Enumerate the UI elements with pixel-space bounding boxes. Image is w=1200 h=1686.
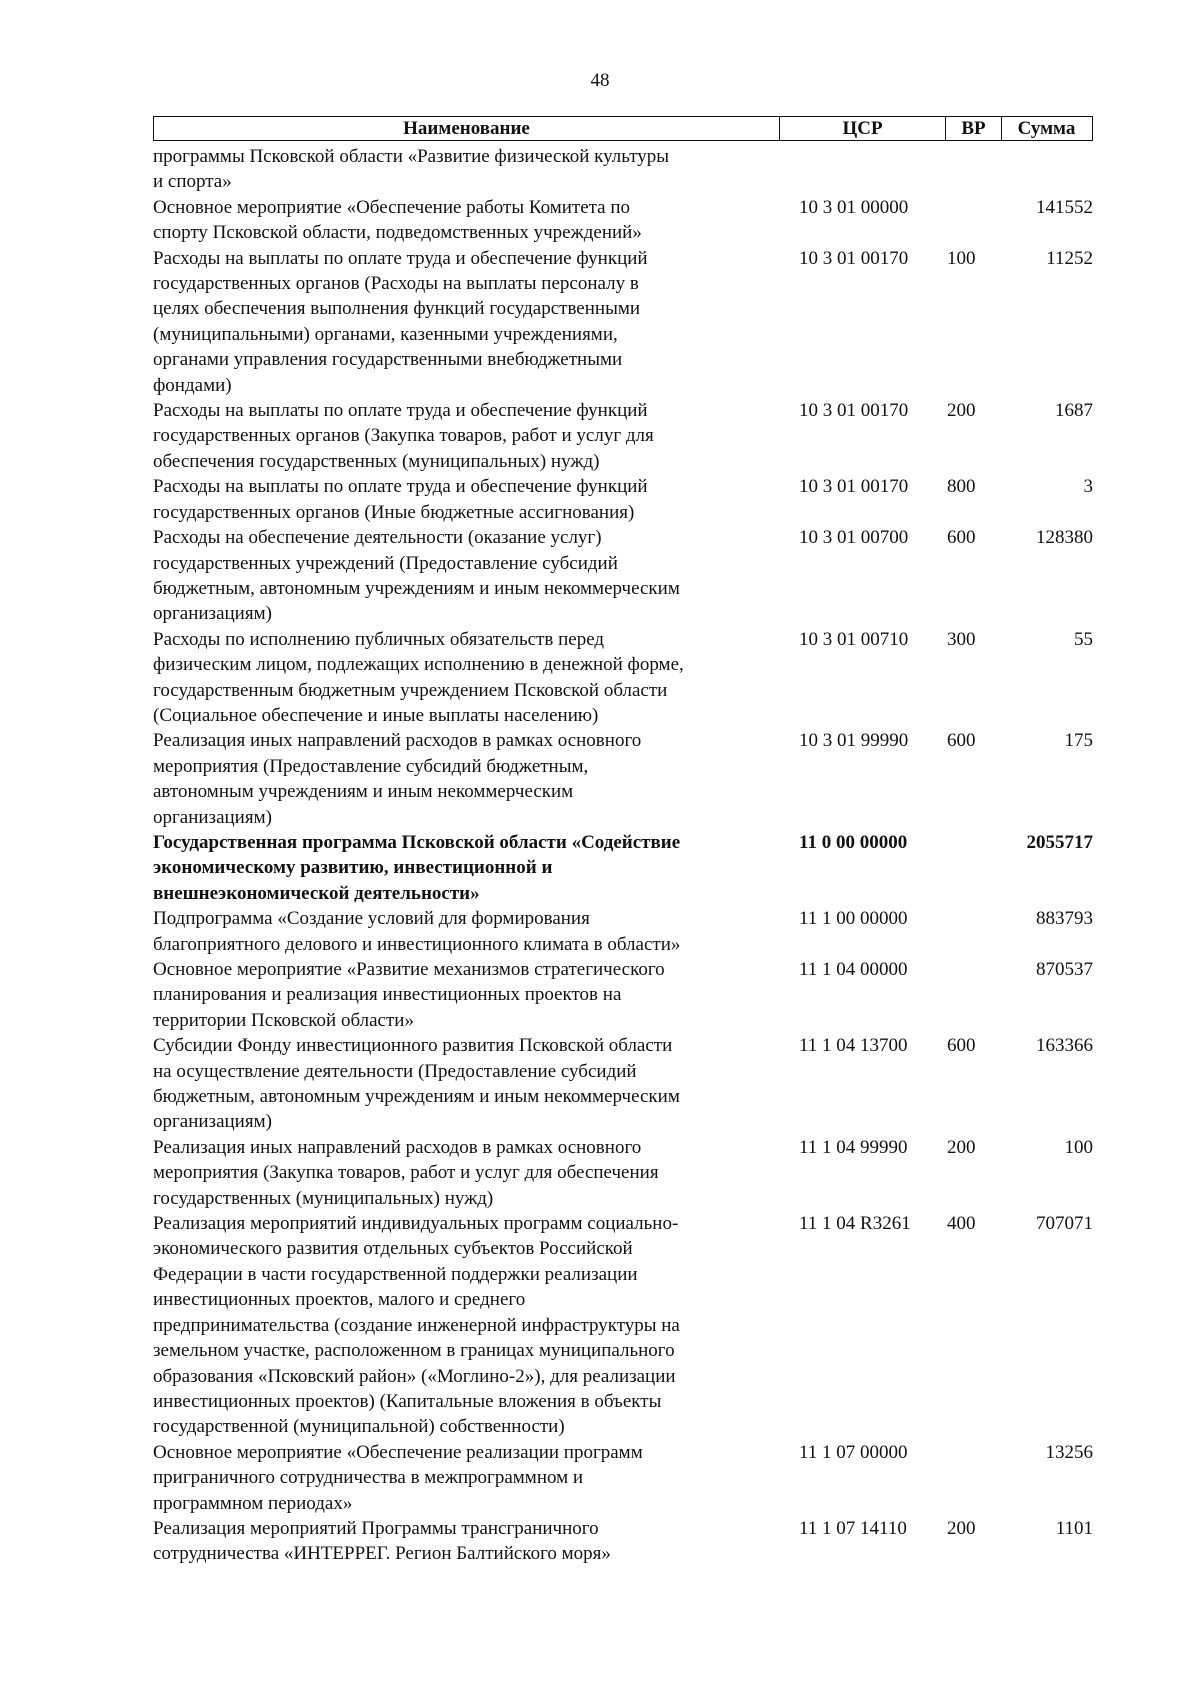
row-sum: 163366: [1036, 1035, 1093, 1057]
table-row: [153, 398, 1113, 474]
row-sum: 175: [1064, 730, 1093, 752]
row-name-line: инвестиционных проектов) (Капитальные вложения в объекты: [153, 1390, 662, 1412]
row-vr: 200: [947, 1517, 976, 1539]
row-vr: 100: [947, 247, 976, 269]
row-name-line: экономическому развитию, инвестиционной и: [153, 857, 553, 879]
row-name: [153, 906, 773, 957]
row-vr: 300: [947, 628, 976, 650]
table-row: [153, 627, 1113, 729]
row-name: [153, 525, 773, 627]
row-name-line: Основное мероприятие «Развитие механизмов стратегического: [153, 959, 665, 980]
row-vr: [945, 1440, 995, 1516]
row-name: [153, 195, 773, 246]
table-row: [153, 1440, 1113, 1516]
row-name-line: органами управления государственными внебюджетными: [153, 349, 623, 371]
row-name-line: государственных (муниципальных) нужд): [153, 1187, 494, 1209]
table-row: [153, 957, 1113, 1033]
table-row: [153, 525, 1113, 627]
row-name-line: (Социальное обеспечение и иные выплаты населению): [153, 704, 599, 726]
row-name-line: (муниципальными) органами, казенными учреждениями,: [153, 323, 618, 345]
header-name: Наименование: [154, 117, 780, 140]
row-sum: 883793: [1036, 908, 1093, 930]
page-number: 48: [590, 70, 610, 91]
row-csr: 10 3 01 00170: [799, 247, 909, 269]
row-name-line: внешнеэкономической деятельности»: [153, 882, 480, 904]
row-name-line: Основное мероприятие «Обеспечение реализации программ: [153, 1441, 643, 1463]
row-name-line: бюджетным, автономным учреждениям и иным некоммерческим: [153, 577, 680, 599]
row-vr: 600: [947, 1035, 976, 1057]
row-name-line: приграничного сотрудничества в межпрограммном и: [153, 1467, 584, 1489]
row-name-line: целях обеспечения выполнения функций государственными: [153, 298, 641, 320]
row-sum: 55: [1074, 628, 1093, 650]
row-name: [153, 627, 773, 729]
row-name-line: государственной (муниципальной) собственности): [153, 1416, 565, 1438]
header-sum: Сумма: [1017, 118, 1076, 139]
row-name-line: на осуществление деятельности (Предоставление субсидий: [153, 1060, 637, 1082]
row-name-line: и спорта»: [153, 171, 232, 193]
row-csr: 10 3 01 00700: [799, 527, 909, 549]
row-name-line: организациям): [153, 1111, 272, 1133]
row-csr: 11 1 04 13700: [799, 1035, 908, 1057]
row-name: [153, 957, 773, 1033]
row-name-line: предпринимательства (создание инженерной инфраструктуры на: [153, 1314, 680, 1336]
row-name-line: Реализация мероприятий Программы трансграничного: [153, 1517, 599, 1539]
row-name-line: организациям): [153, 806, 272, 828]
row-sum: 11252: [1046, 247, 1093, 269]
row-name-line: Расходы на выплаты по оплате труда и обеспечение функций: [153, 476, 648, 498]
row-vr: 400: [947, 1213, 976, 1235]
row-name-line: программы Псковской области «Развитие физической культуры: [153, 146, 670, 167]
row-name-line: Реализация мероприятий индивидуальных программ социально-: [153, 1213, 679, 1235]
row-name: [153, 830, 773, 906]
row-sum: [995, 144, 1095, 195]
row-vr: [945, 195, 995, 246]
row-name: [153, 1135, 773, 1211]
table-row: [153, 728, 1113, 830]
header-csr: ЦСР: [780, 117, 946, 140]
row-vr: [945, 144, 995, 195]
row-name-line: Реализация иных направлений расходов в рамках основного: [153, 730, 642, 752]
row-name-line: программном периодах»: [153, 1492, 353, 1514]
row-name-line: государственных органов (Закупка товаров, работ и услуг для: [153, 425, 654, 447]
row-name-line: мероприятия (Закупка товаров, работ и услуг для обеспечения: [153, 1162, 659, 1184]
row-sum: 13256: [1045, 1441, 1093, 1463]
row-name-line: Подпрограмма «Создание условий для формирования: [153, 908, 590, 930]
row-csr: 11 1 07 14110: [799, 1517, 907, 1539]
row-name-line: планирования и реализация инвестиционных проектов на: [153, 984, 622, 1006]
row-name-line: территории Псковской области»: [153, 1009, 414, 1031]
row-sum: 3: [1083, 476, 1093, 498]
row-name: [153, 728, 773, 830]
row-vr: [945, 957, 995, 1033]
row-name: [153, 1211, 773, 1440]
row-vr: 200: [947, 1136, 976, 1158]
table-row: [153, 474, 1113, 525]
row-name: [153, 1440, 773, 1516]
row-name-line: Федерации в части государственной поддержки реализации: [153, 1263, 638, 1285]
header-vr: ВР: [946, 117, 1002, 140]
row-name: [153, 1033, 773, 1135]
row-name: [153, 144, 773, 195]
table-row: [153, 144, 1113, 195]
row-name-line: сотрудничества «ИНТЕРРЕГ. Регион Балтийского моря»: [153, 1543, 611, 1565]
row-name-line: благоприятного делового и инвестиционного климата в области»: [153, 933, 681, 955]
row-name-line: земельном участке, расположенном в границах муниципального: [153, 1340, 675, 1362]
table-row: [153, 1033, 1113, 1135]
row-name-line: инвестиционных проектов, малого и среднего: [153, 1289, 526, 1311]
row-csr: 11 1 04 R3261: [799, 1213, 911, 1235]
row-name-line: автономным учреждениям и иным некоммерческим: [153, 781, 574, 803]
row-name-line: экономического развития отдельных субъектов Российской: [153, 1238, 633, 1260]
row-name-line: Субсидии Фонду инвестиционного развития Псковской области: [153, 1035, 673, 1057]
row-csr: 10 3 01 00000: [799, 196, 909, 218]
row-sum: 2055717: [1026, 831, 1093, 853]
table-row: [153, 1516, 1113, 1567]
row-vr: [945, 906, 995, 957]
row-csr: 11 1 04 99990: [799, 1136, 908, 1158]
row-name-line: спорту Псковской области, подведомственных учреждений»: [153, 222, 642, 244]
table-row: [153, 246, 1113, 398]
table-body: [153, 144, 1113, 1567]
row-name: [153, 474, 773, 525]
row-name-line: Расходы на обеспечение деятельности (оказание услуг): [153, 527, 602, 549]
row-sum: 100: [1064, 1136, 1093, 1158]
table-row: [153, 1135, 1113, 1211]
row-name-line: Основное мероприятие «Обеспечение работы Комитета по: [153, 196, 631, 218]
row-name-line: обеспечения государственных (муниципальных) нужд): [153, 450, 600, 472]
row-name-line: государственных органов (Иные бюджетные ассигнования): [153, 501, 635, 523]
row-vr: 600: [947, 730, 976, 752]
row-csr: 11 1 07 00000: [799, 1441, 908, 1463]
row-sum: 1101: [1055, 1517, 1093, 1539]
row-vr: 600: [947, 527, 976, 549]
row-name-line: государственных учреждений (Предоставление субсидий: [153, 552, 618, 574]
row-name-line: бюджетным, автономным учреждениям и иным некоммерческим: [153, 1086, 680, 1108]
row-vr: 800: [947, 476, 976, 498]
row-name-line: Расходы на выплаты по оплате труда и обеспечение функций: [153, 400, 648, 422]
row-name-line: государственным бюджетным учреждением Псковской области: [153, 679, 668, 701]
row-name-line: Государственная программа Псковской области «Содействие: [153, 831, 681, 853]
row-sum: 870537: [1036, 959, 1093, 980]
table-row: [153, 906, 1113, 957]
table-row: [153, 830, 1113, 906]
row-name-line: мероприятия (Предоставление субсидий бюджетным,: [153, 755, 589, 777]
row-csr: 10 3 01 99990: [799, 730, 909, 752]
row-name-line: физическим лицом, подлежащих исполнению в денежной форме,: [153, 654, 684, 676]
row-sum: 141552: [1036, 196, 1093, 218]
row-vr: 200: [947, 400, 976, 422]
table-row: [153, 1211, 1113, 1440]
table-header: [153, 116, 1093, 141]
row-name-line: организациям): [153, 603, 272, 625]
row-name: [153, 1516, 773, 1567]
row-csr: 10 3 01 00170: [799, 476, 909, 498]
row-csr: [773, 144, 945, 195]
row-csr: 11 1 04 00000: [799, 959, 908, 980]
table-row: [153, 195, 1113, 246]
row-csr: 10 3 01 00710: [799, 628, 909, 650]
row-csr: 11 1 00 00000: [799, 908, 908, 930]
row-name-line: фондами): [153, 374, 232, 396]
row-sum: 1687: [1055, 400, 1093, 422]
row-sum: 707071: [1036, 1213, 1093, 1235]
row-csr: 10 3 01 00170: [799, 400, 909, 422]
row-name-line: образования «Псковский район» («Моглино-2»), для реализации: [153, 1365, 676, 1387]
row-name-line: государственных органов (Расходы на выплаты персоналу в: [153, 273, 639, 295]
row-name-line: Расходы на выплаты по оплате труда и обеспечение функций: [153, 247, 648, 269]
row-csr: 11 0 00 00000: [799, 831, 908, 853]
row-sum: 128380: [1036, 527, 1093, 549]
row-name: [153, 246, 773, 398]
row-name-line: Расходы по исполнению публичных обязательств перед: [153, 628, 605, 650]
row-name-line: Реализация иных направлений расходов в рамках основного: [153, 1136, 642, 1158]
row-vr: [945, 830, 995, 906]
row-name: [153, 398, 773, 474]
